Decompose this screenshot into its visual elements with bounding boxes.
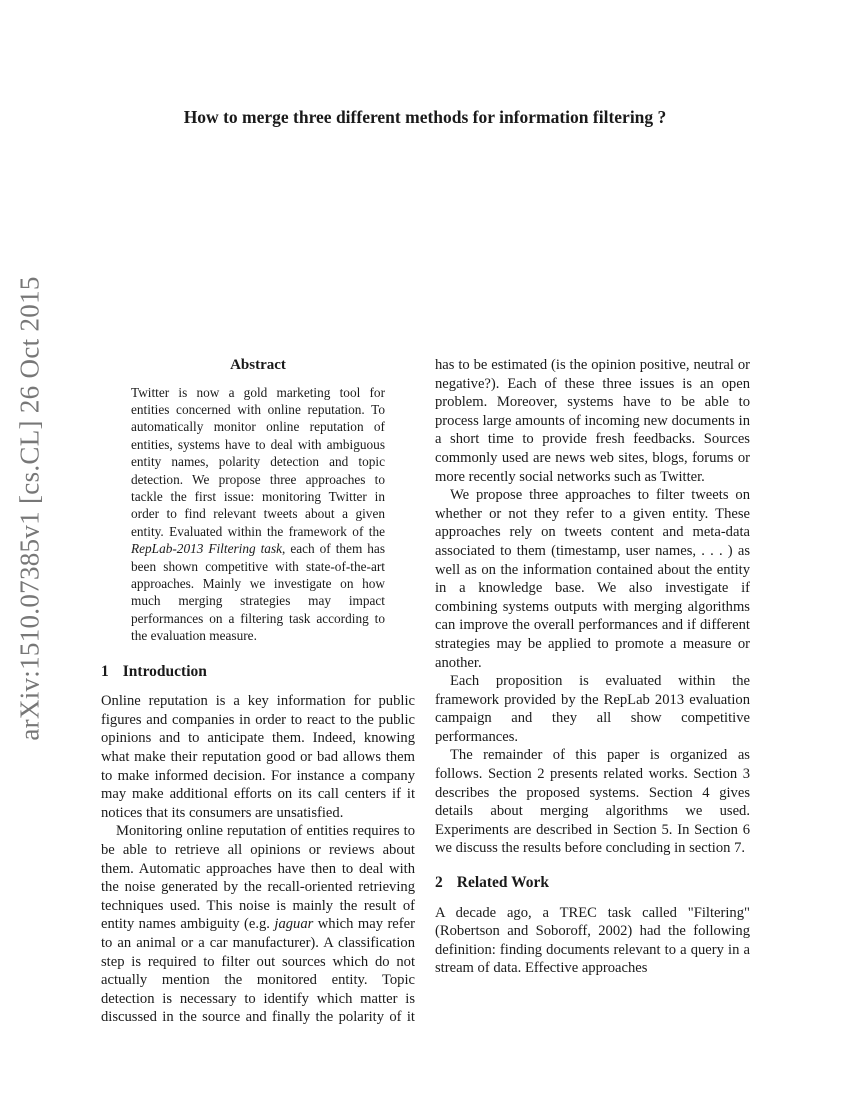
- section-heading-introduction: [101, 663, 415, 682]
- intro-paragraph-3: We propose three approaches to filter tweets on whether or not they refer to a given entity. These approaches rely on tweets content and meta-data associated to them (timestamp, user names, . . . ) as well as on the information contained about the entity in a knowledge base. We also investigate if combining systems outputs with merging algorithms can improve the overall performances and if different strategies may be applied to promote a measure or another.: [435, 487, 750, 671]
- right-column: [435, 356, 750, 978]
- intro-paragraph-2: [101, 822, 415, 1027]
- section-title: Related Work: [456, 874, 550, 892]
- abstract-task-name: RepLab-2013 Filtering task: [131, 541, 283, 557]
- intro-paragraph-4: Each proposition is evaluated within the framework provided by the RepLab 2013 evaluation campaign and they all show competitive performances.: [435, 673, 750, 745]
- abstract-heading: Abstract: [230, 357, 286, 373]
- intro-paragraph-2-text-2: which may refer to an animal or a car manufacturer). A classification step is required to filter out sources which do not actually mention the monitored entity. Topic detection is necessary to identify which matter is discussed in the source and finally the polarity of it: [101, 916, 415, 1026]
- intro-paragraph-2-continued: has to be estimated (is the opinion positive, neutral or negative?). Each of these three issues is an open problem. Moreover, systems have to be able to process large amounts of incoming new documents in a short time to provide fresh feedbacks. Sources commonly used are news web sites, blogs, forums or more recently social networks such as Twitter.: [435, 357, 750, 485]
- abstract-text-1: Twitter is now a gold marketing tool for entities concerned with online reputation. To automatically monitor online reputation of entities, systems have to deal with ambiguous entity names, polarity detection and topic detection. We propose three approaches to tackle the first issue: monitoring Twitter in order to find relevant tweets about a given entity. Evaluated within the framework of the: [131, 384, 385, 539]
- section-heading-related-work: [435, 874, 750, 893]
- intro-paragraph-5: The remainder of this paper is organized as follows. Section 2 presents related works. Section 3 describes the proposed systems. Section 4 gives details about merging algorithms we used. Experiments are described in Section 5. In Section 6 we discuss the results before concluding in section 7.: [435, 747, 750, 857]
- intro-paragraph-2-text-1: Monitoring online reputation of entities requires to be able to retrieve all opinions or reviews about them. Automatic approaches have then to deal with the noise generated by the recall-oriented retrieving techniques used. This noise is mainly the result of entity names ambiguity (e.g.: [101, 823, 415, 933]
- intro-paragraph-1: Online reputation is a key information for public figures and companies in order to react to the public opinions and to anticipate them. Indeed, knowing what make their reputation good or bad allows them to make informed decision. For instance a company may make additional efforts on its call centers if it notices that its consumers are unsatisfied.: [101, 693, 415, 821]
- section-number: 2: [435, 874, 443, 892]
- intro-example-term: jaguar: [274, 916, 314, 933]
- paper-title: How to merge three different methods for information filtering ?: [183, 107, 667, 127]
- section-title: Introduction: [122, 662, 207, 680]
- abstract-text-2: , each of them has been shown competitive with state-of-the-art approaches. Mainly we investigate on how much merging strategies may impact performances on a filtering task according to the evaluation measure.: [131, 541, 385, 644]
- left-column: [101, 356, 415, 1027]
- arxiv-identifier-text: arXiv:1510.07385v1 [cs.CL] 26 Oct 2015: [14, 275, 45, 741]
- arxiv-identifier: [10, 268, 50, 748]
- abstract: [101, 356, 415, 645]
- section-number: 1: [101, 662, 109, 680]
- related-work-paragraph-1: A decade ago, a TREC task called "Filtering" (Robertson and Soboroff, 2002) had the following definition: finding documents relevant to a query in a stream of data. Effective approaches: [435, 904, 750, 977]
- abstract-body: [101, 384, 415, 645]
